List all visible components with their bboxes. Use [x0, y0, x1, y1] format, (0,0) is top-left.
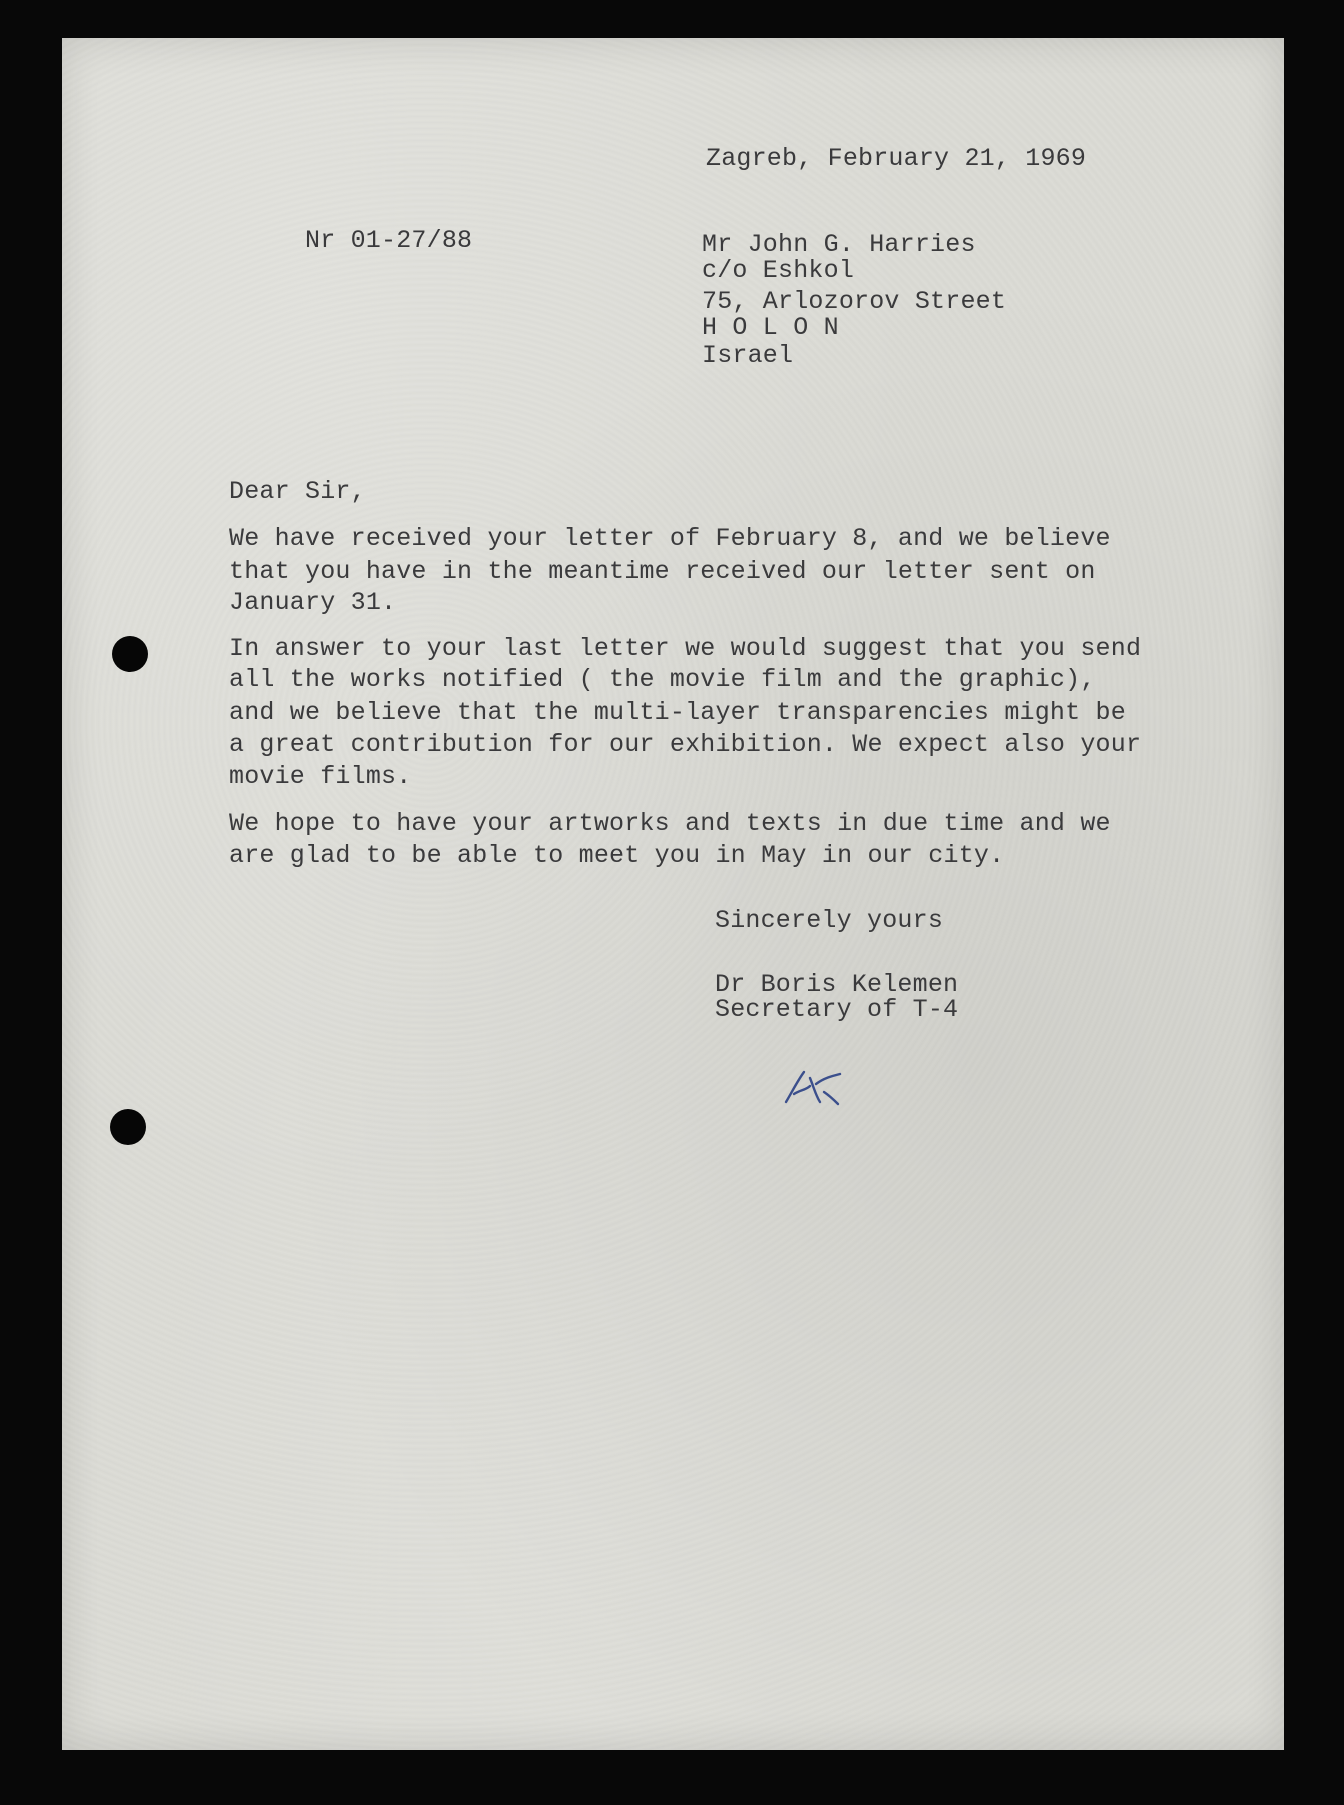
- recipient-name: Mr John G. Harries: [702, 230, 976, 259]
- paragraph-line: January 31.: [229, 588, 397, 617]
- salutation: Dear Sir,: [229, 477, 366, 506]
- recipient-street: 75, Arlozorov Street: [702, 287, 1007, 316]
- handwritten-signature: [780, 1068, 844, 1108]
- recipient-country: Israel: [702, 341, 794, 370]
- paragraph-line: movie films.: [229, 762, 412, 791]
- paragraph-line: are glad to be able to meet you in May in our city.: [229, 841, 1005, 870]
- paragraph-line: We hope to have your artworks and texts in due time and we: [229, 809, 1111, 838]
- paragraph-line: In answer to your last letter we would suggest that you send: [229, 634, 1142, 663]
- punch-hole-lower: [110, 1109, 146, 1145]
- closing: Sincerely yours: [715, 906, 944, 935]
- paragraph-line: and we believe that the multi-layer transparencies might be: [229, 698, 1126, 727]
- signer-title: Secretary of T-4: [715, 995, 959, 1024]
- paragraph-line: all the works notified ( the movie film and the graphic),: [229, 665, 1096, 694]
- recipient-city: H O L O N: [702, 313, 839, 342]
- recipient-care-of: c/o Eshkol: [702, 256, 855, 285]
- paragraph-line: We have received your letter of February 8, and we believe: [229, 524, 1111, 553]
- paragraph-line: a great contribution for our exhibition. We expect also your: [229, 730, 1142, 759]
- reference-number: Nr 01-27/88: [305, 226, 473, 255]
- paragraph-line: that you have in the meantime received our letter sent on: [229, 557, 1096, 586]
- letter-paper: [62, 38, 1284, 1750]
- signer-name: Dr Boris Kelemen: [715, 970, 959, 999]
- place-date: Zagreb, February 21, 1969: [706, 144, 1087, 173]
- punch-hole-upper: [112, 636, 148, 672]
